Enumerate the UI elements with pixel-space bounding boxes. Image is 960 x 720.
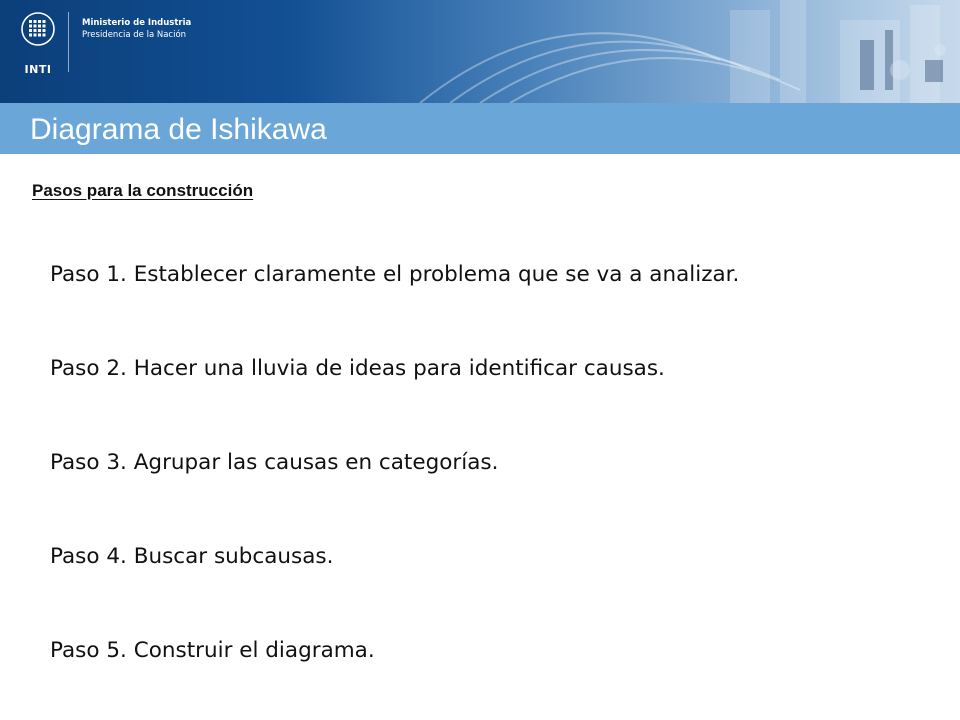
step-1: Paso 1. Establecer claramente el problema que se va a analizar.: [50, 262, 740, 287]
step-3: Paso 3. Agrupar las causas en categorías.: [50, 450, 499, 475]
slide-title: Diagrama de Ishikawa: [30, 113, 327, 146]
steps-list: [50, 252, 739, 720]
title-bar: [0, 103, 960, 154]
inti-logo: [18, 12, 58, 78]
header-divider: [68, 12, 69, 72]
inti-logo-text: INTI: [24, 63, 52, 76]
slide-subtitle: Pasos para la construcción: [32, 181, 254, 200]
ministry-line-2: Presidencia de la Nación: [82, 30, 187, 40]
inti-logo-icon: [21, 12, 55, 46]
step-2: Paso 2. Hacer una lluvia de ideas para identificar causas.: [50, 356, 665, 381]
ministry-label: [82, 17, 191, 41]
step-4: Paso 4. Buscar subcausas.: [50, 544, 334, 569]
step-5: Paso 5. Construir el diagrama.: [50, 638, 375, 663]
ministry-line-1: Ministerio de Industria: [82, 18, 192, 28]
banner-background-image: [300, 0, 960, 103]
header-banner: [0, 0, 960, 103]
